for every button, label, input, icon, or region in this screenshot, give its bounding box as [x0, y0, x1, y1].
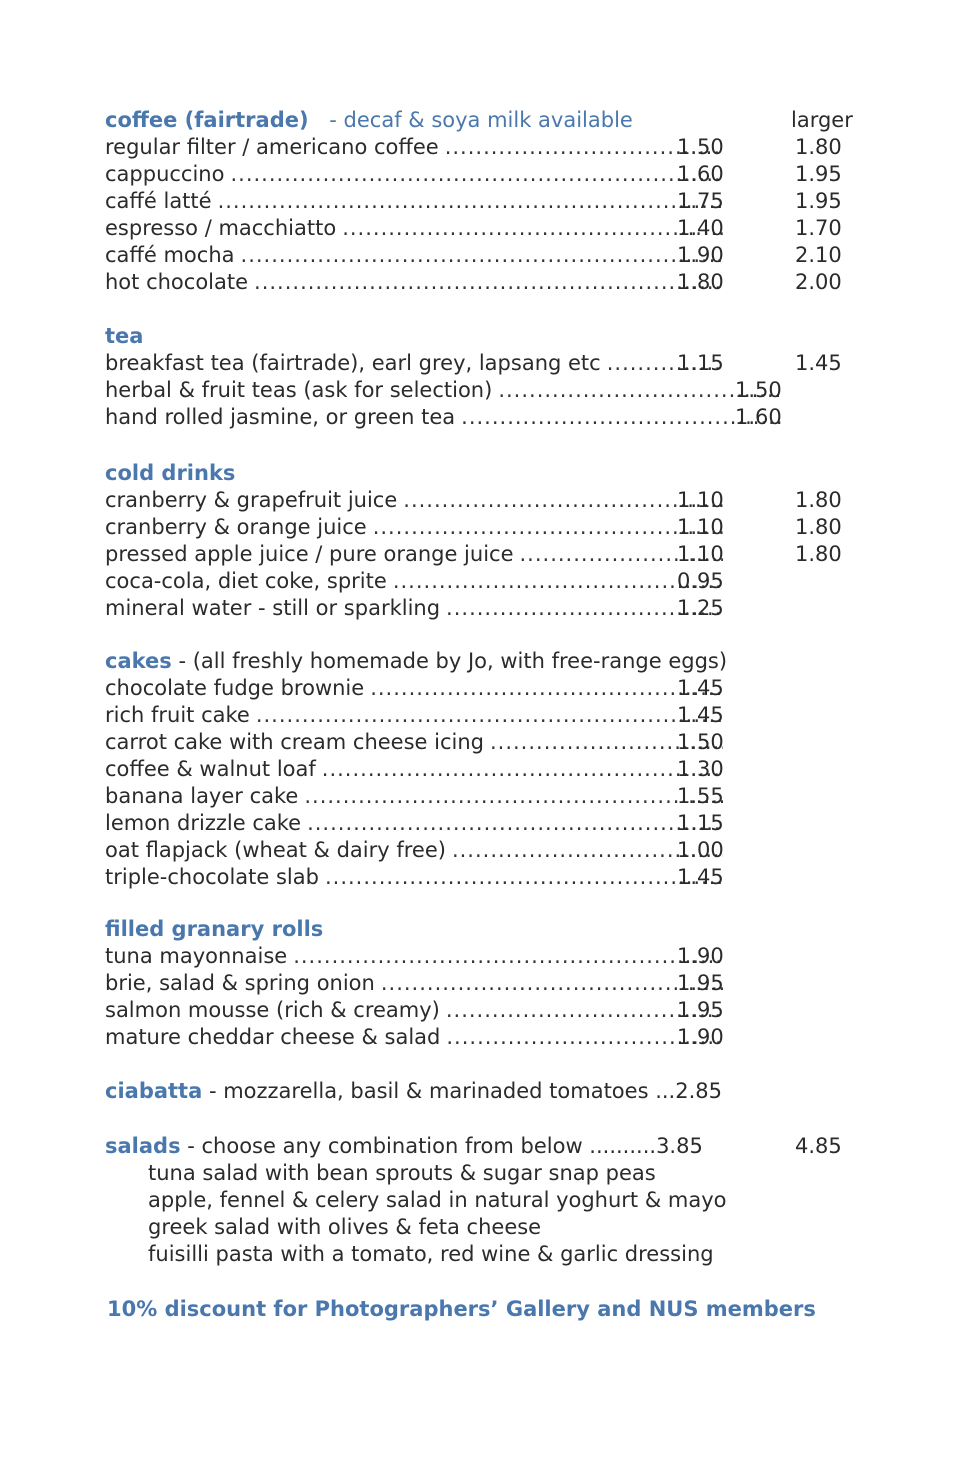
- item-name: rich fruit cake: [105, 702, 256, 729]
- item-price: 1.50: [677, 730, 724, 754]
- item-price: 1.15: [677, 811, 724, 835]
- menu-item: [105, 215, 855, 242]
- cold-drinks-heading: cold drinks: [105, 461, 236, 485]
- item-price: 1.10: [677, 515, 724, 539]
- salads-price: 3.85: [656, 1134, 703, 1158]
- item-name: caffé latté: [105, 188, 218, 215]
- item-name: breakfast tea (fairtrade), earl grey, lapsang etc: [105, 350, 607, 377]
- leader-dots: [218, 188, 723, 215]
- item-name: banana layer cake: [105, 783, 304, 810]
- salads-text: - choose any combination from below ..........: [180, 1134, 657, 1158]
- item-name: carrot cake with cream cheese icing: [105, 729, 490, 756]
- item-name: herbal & fruit teas (ask for selection): [105, 377, 498, 404]
- leader-dots: [293, 943, 723, 970]
- menu-item: [105, 970, 855, 997]
- item-name: chocolate fudge brownie: [105, 675, 370, 702]
- menu-item: [105, 997, 855, 1024]
- tea-heading: tea: [105, 324, 144, 348]
- menu-item: [105, 702, 855, 729]
- item-price: 1.90: [677, 944, 724, 968]
- menu-item: [105, 377, 855, 404]
- leader-dots: [322, 756, 723, 783]
- item-name: oat flapjack (wheat & dairy free): [105, 837, 452, 864]
- cold-drinks-header: [105, 460, 855, 487]
- item-name: tuna mayonnaise: [105, 943, 293, 970]
- rolls-heading: filled granary rolls: [105, 917, 324, 941]
- menu-item: [105, 595, 855, 622]
- coffee-note: - decaf & soya milk available: [329, 108, 633, 132]
- leader-dots: [403, 487, 723, 514]
- menu-item: [105, 487, 855, 514]
- item-name: cranberry & grapefruit juice: [105, 487, 403, 514]
- item-name: hot chocolate: [105, 269, 254, 296]
- leader-dots: [373, 514, 723, 541]
- menu-item: [105, 1024, 855, 1051]
- item-name: salmon mousse (rich & creamy): [105, 997, 446, 1024]
- item-larger-price: 1.80: [795, 542, 842, 566]
- item-price: 1.50: [735, 378, 782, 402]
- item-price: 1.90: [677, 1025, 724, 1049]
- item-name: cranberry & orange juice: [105, 514, 373, 541]
- item-name: cappuccino: [105, 161, 230, 188]
- item-larger-price: 1.95: [795, 189, 842, 213]
- item-name: coffee & walnut loaf: [105, 756, 322, 783]
- item-price: 1.95: [677, 971, 724, 995]
- item-price: 1.45: [677, 676, 724, 700]
- menu-item: [105, 134, 855, 161]
- item-price: 1.90: [677, 243, 724, 267]
- item-price: 1.75: [677, 189, 724, 213]
- rolls-header: [105, 916, 855, 943]
- item-larger-price: 2.10: [795, 243, 842, 267]
- leader-dots: [254, 269, 723, 296]
- menu-item: [105, 783, 855, 810]
- item-price: 1.60: [735, 405, 782, 429]
- ciabatta-heading: ciabatta: [105, 1079, 203, 1103]
- leader-dots: [325, 864, 723, 891]
- item-name: coca-cola, diet coke, sprite: [105, 568, 393, 595]
- item-price: 1.10: [677, 488, 724, 512]
- item-price: 1.45: [677, 703, 724, 727]
- ciabatta-line: [105, 1078, 855, 1105]
- item-price: 1.15: [677, 351, 724, 375]
- coffee-heading: coffee (fairtrade): [105, 108, 309, 132]
- menu-item: [105, 568, 855, 595]
- item-price: 0.95: [677, 569, 724, 593]
- leader-dots: [304, 783, 723, 810]
- leader-dots: [342, 215, 723, 242]
- item-price: 1.10: [677, 542, 724, 566]
- item-price: 1.50: [677, 135, 724, 159]
- menu-item: [105, 729, 855, 756]
- item-larger-price: 1.80: [795, 488, 842, 512]
- salad-option: tuna salad with bean sprouts & sugar snap peas: [148, 1161, 656, 1185]
- item-price: 1.45: [677, 865, 724, 889]
- item-price: 1.55: [677, 784, 724, 808]
- leader-dots: [230, 161, 723, 188]
- tea-header: [105, 323, 855, 350]
- item-name: hand rolled jasmine, or green tea: [105, 404, 461, 431]
- ciabatta-price: 2.85: [675, 1079, 722, 1103]
- menu-item: [105, 514, 855, 541]
- item-name: regular filter / americano coffee: [105, 134, 445, 161]
- item-larger-price: 1.45: [795, 351, 842, 375]
- item-name: caffé mocha: [105, 242, 241, 269]
- menu-item: [105, 161, 855, 188]
- cakes-heading: cakes: [105, 649, 172, 673]
- leader-dots: [370, 675, 723, 702]
- item-price: 1.30: [677, 757, 724, 781]
- salads-line: [105, 1133, 855, 1160]
- item-price: 1.80: [677, 270, 724, 294]
- leader-dots: [256, 702, 723, 729]
- ciabatta-text: - mozzarella, basil & marinaded tomatoes ...: [202, 1079, 676, 1103]
- discount-notice: 10% discount for Photographers’ Gallery and NUS members: [107, 1297, 816, 1321]
- menu-item: [105, 188, 855, 215]
- item-price: 1.60: [677, 162, 724, 186]
- item-larger-price: 1.95: [795, 162, 842, 186]
- item-larger-price: 1.80: [795, 515, 842, 539]
- item-name: lemon drizzle cake: [105, 810, 307, 837]
- salad-option: apple, fennel & celery salad in natural yoghurt & mayo: [148, 1188, 727, 1212]
- item-price: 1.95: [677, 998, 724, 1022]
- menu-item: [105, 837, 855, 864]
- item-price: 1.00: [677, 838, 724, 862]
- cakes-note: - (all freshly homemade by Jo, with free-range eggs): [171, 649, 728, 673]
- item-name: mineral water - still or sparkling: [105, 595, 446, 622]
- leader-dots: [393, 568, 723, 595]
- menu-item: [105, 350, 855, 377]
- item-larger-price: 2.00: [795, 270, 842, 294]
- menu-item: [105, 810, 855, 837]
- item-name: triple-chocolate slab: [105, 864, 325, 891]
- leader-dots: [241, 242, 723, 269]
- salad-option: greek salad with olives & feta cheese: [148, 1215, 542, 1239]
- larger-column-label: larger: [791, 108, 853, 132]
- item-larger-price: 1.70: [795, 216, 842, 240]
- menu-item: [105, 269, 855, 296]
- salad-option: fuisilli pasta with a tomato, red wine & garlic dressing: [148, 1242, 714, 1266]
- salads-heading: salads: [105, 1134, 181, 1158]
- leader-dots: [381, 970, 723, 997]
- menu-item: [105, 242, 855, 269]
- menu-item: [105, 675, 855, 702]
- menu-item: [105, 756, 855, 783]
- leader-dots: [307, 810, 723, 837]
- item-name: mature cheddar cheese & salad: [105, 1024, 446, 1051]
- item-larger-price: 1.80: [795, 135, 842, 159]
- cakes-header: [105, 648, 855, 675]
- item-name: pressed apple juice / pure orange juice: [105, 541, 520, 568]
- menu-item: [105, 864, 855, 891]
- coffee-header: [105, 107, 855, 134]
- item-name: espresso / macchiatto: [105, 215, 342, 242]
- item-price: 1.40: [677, 216, 724, 240]
- menu-item: [105, 404, 855, 431]
- salads-larger-price: 4.85: [795, 1134, 842, 1158]
- item-price: 1.25: [677, 596, 724, 620]
- menu-item: [105, 541, 855, 568]
- item-name: brie, salad & spring onion: [105, 970, 381, 997]
- menu-item: [105, 943, 855, 970]
